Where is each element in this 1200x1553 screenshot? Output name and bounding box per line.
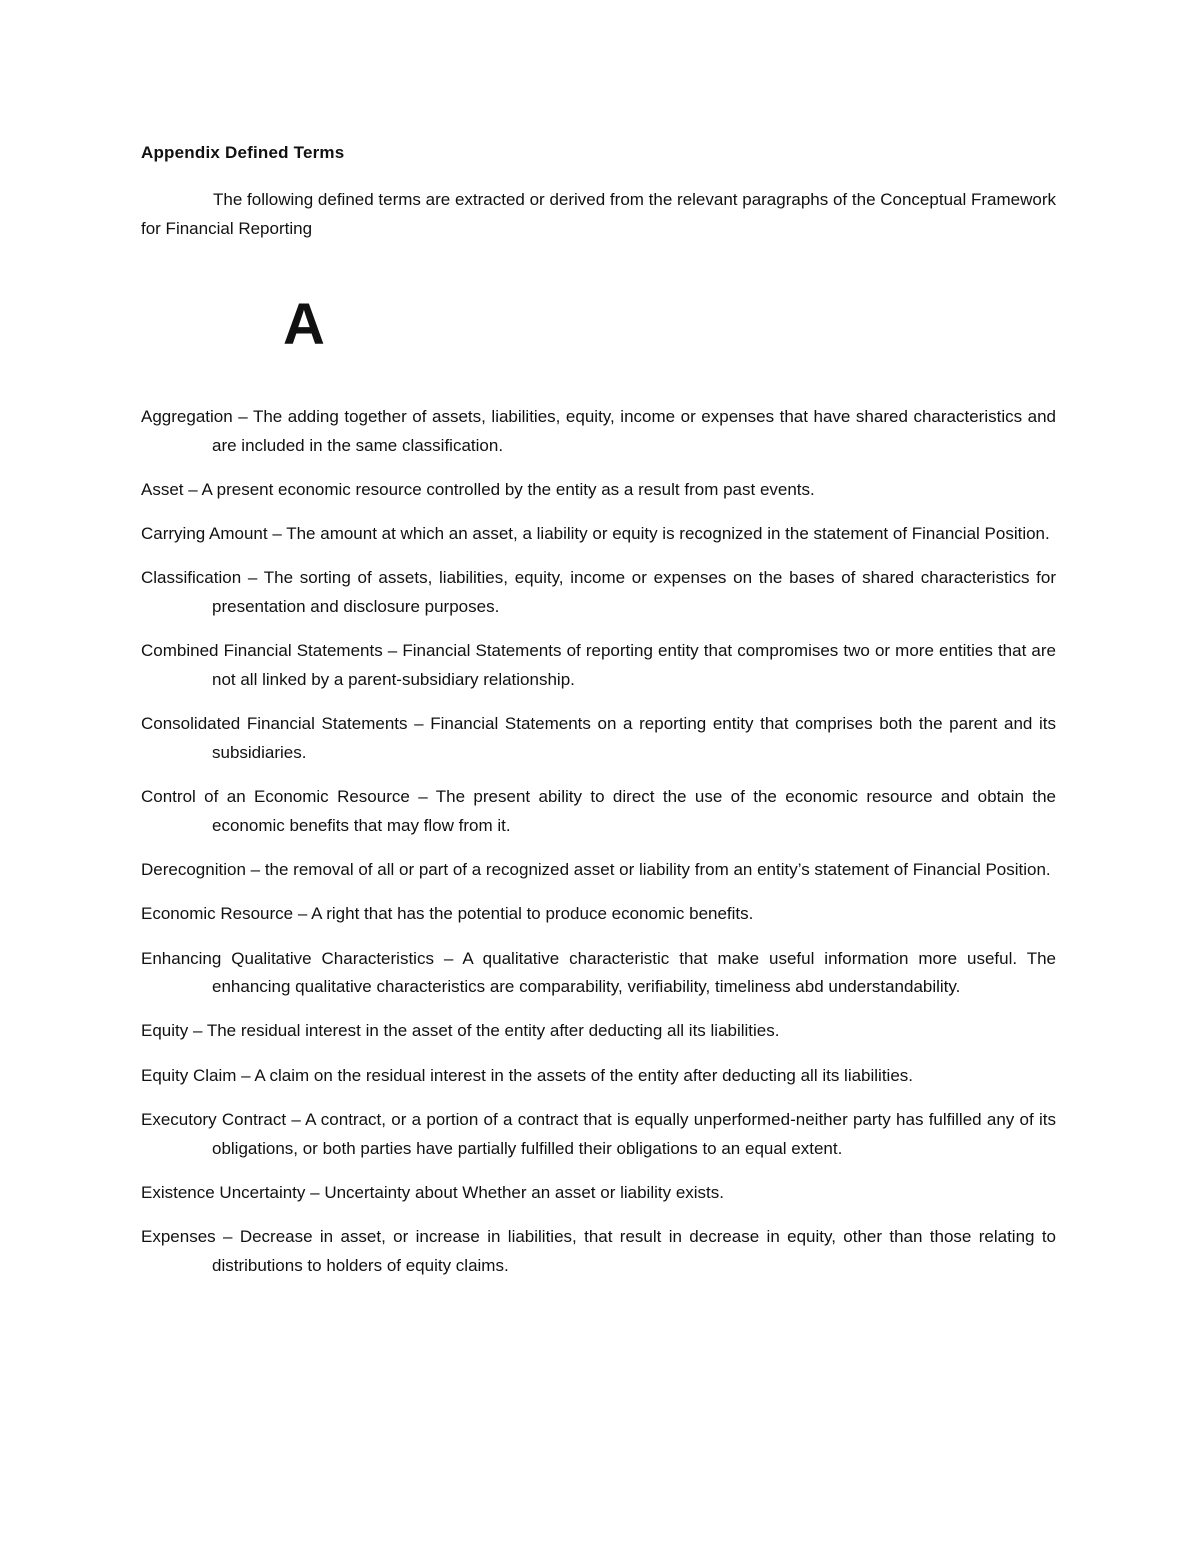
- term-name: Existence Uncertainty: [141, 1182, 306, 1202]
- term-name: Executory Contract: [141, 1109, 287, 1129]
- term-separator: –: [382, 641, 403, 661]
- term-entry: [141, 710, 1056, 767]
- term-name: Carrying Amount: [141, 524, 268, 544]
- term-definition: A contract, or a portion of a contract that is equally unperformed-neither party has fulfilled any of its obligations, or both parties have partially fulfilled their obligations to an equal extent.: [212, 1109, 1056, 1158]
- term-definition: A right that has the potential to produce economic benefits.: [311, 904, 754, 924]
- term-separator: –: [409, 787, 436, 807]
- term-separator: –: [188, 1021, 207, 1041]
- term-entry: [141, 403, 1056, 460]
- term-entry: [141, 1062, 1056, 1091]
- term-definition: Financial Statements of reporting entity that compromises two or more entities that are not all linked by a parent-subsidiary relationship.: [212, 641, 1056, 689]
- intro-paragraph: The following defined terms are extracted or derived from the relevant paragraphs of the Conceptual Framework for Financial Reporting: [141, 190, 1056, 238]
- term-separator: –: [433, 948, 463, 968]
- term-name: Expenses: [141, 1227, 216, 1247]
- term-name: Control of an Economic Resource: [141, 787, 410, 807]
- term-entry: [141, 564, 1056, 621]
- term-name: Aggregation: [141, 407, 233, 426]
- term-definition: The amount at which an asset, a liability or equity is recognized in the statement of Financial Position.: [286, 524, 1050, 544]
- term-entry: [141, 476, 1056, 505]
- term-name: Derecognition: [141, 859, 246, 879]
- term-entry: [141, 1223, 1056, 1280]
- term-definition: A qualitative characteristic that make useful information more useful. The enhancing qualitative characteristics are comparability, verifiability, timeliness abd understandability.: [212, 948, 1057, 997]
- term-definition: Decrease in asset, or increase in liabilities, that result in decrease in equity, other than those relating to distributions to holders of equity claims.: [212, 1227, 1056, 1275]
- term-definition: the removal of all or part of a recognized asset or liability from an entity’s statement of Financial Position.: [264, 859, 1051, 879]
- document-heading: Appendix Defined Terms: [141, 143, 345, 162]
- term-name: Enhancing Qualitative Characteristics: [141, 948, 434, 968]
- term-separator: –: [232, 407, 253, 426]
- defined-terms-list: [141, 403, 1056, 1296]
- term-entry: [141, 945, 1056, 1002]
- term-definition: A present economic resource controlled by the entity as a result from past events.: [201, 479, 815, 499]
- term-entry: [141, 900, 1056, 929]
- term-separator: –: [236, 1065, 255, 1085]
- term-entry: [141, 856, 1056, 885]
- term-name: Classification: [141, 568, 242, 588]
- term-definition: The present ability to direct the use of the economic resource and obtain the economic benefits that may flow from it.: [212, 787, 1057, 835]
- term-name: Combined Financial Statements: [141, 641, 383, 661]
- term-name: Economic Resource: [141, 904, 294, 924]
- term-separator: –: [245, 859, 265, 879]
- term-separator: –: [305, 1182, 325, 1202]
- term-entry: [141, 1017, 1056, 1046]
- term-name: Consolidated Financial Statements: [141, 714, 408, 734]
- term-definition: Financial Statements on a reporting entity that comprises both the parent and its subsidiaries.: [212, 714, 1056, 762]
- term-entry: [141, 1106, 1056, 1163]
- term-separator: –: [215, 1227, 240, 1247]
- term-separator: –: [183, 479, 202, 499]
- term-definition: The sorting of assets, liabilities, equity, income or expenses on the bases of shared characteristics for presentation and disclosure purposes.: [212, 568, 1057, 617]
- term-name: Equity: [141, 1021, 189, 1041]
- term-name: Equity Claim: [141, 1065, 237, 1085]
- term-entry: [141, 520, 1056, 549]
- term-separator: –: [293, 904, 312, 924]
- term-definition: Uncertainty about Whether an asset or liability exists.: [324, 1182, 724, 1202]
- section-letter: A: [283, 292, 325, 357]
- term-entry: [141, 783, 1056, 840]
- term-name: Asset: [141, 479, 184, 499]
- term-separator: –: [407, 714, 431, 734]
- term-entry: [141, 637, 1056, 694]
- term-definition: The adding together of assets, liabilities, equity, income or expenses that have shared characteristics and are included in the same classification.: [212, 407, 1057, 455]
- term-separator: –: [267, 524, 287, 544]
- term-definition: The residual interest in the asset of the entity after deducting all its liabilities.: [206, 1021, 780, 1041]
- term-entry: [141, 1179, 1056, 1208]
- term-separator: –: [286, 1109, 306, 1129]
- term-definition: A claim on the residual interest in the assets of the entity after deducting all its liabilities.: [254, 1065, 914, 1085]
- term-separator: –: [241, 568, 264, 588]
